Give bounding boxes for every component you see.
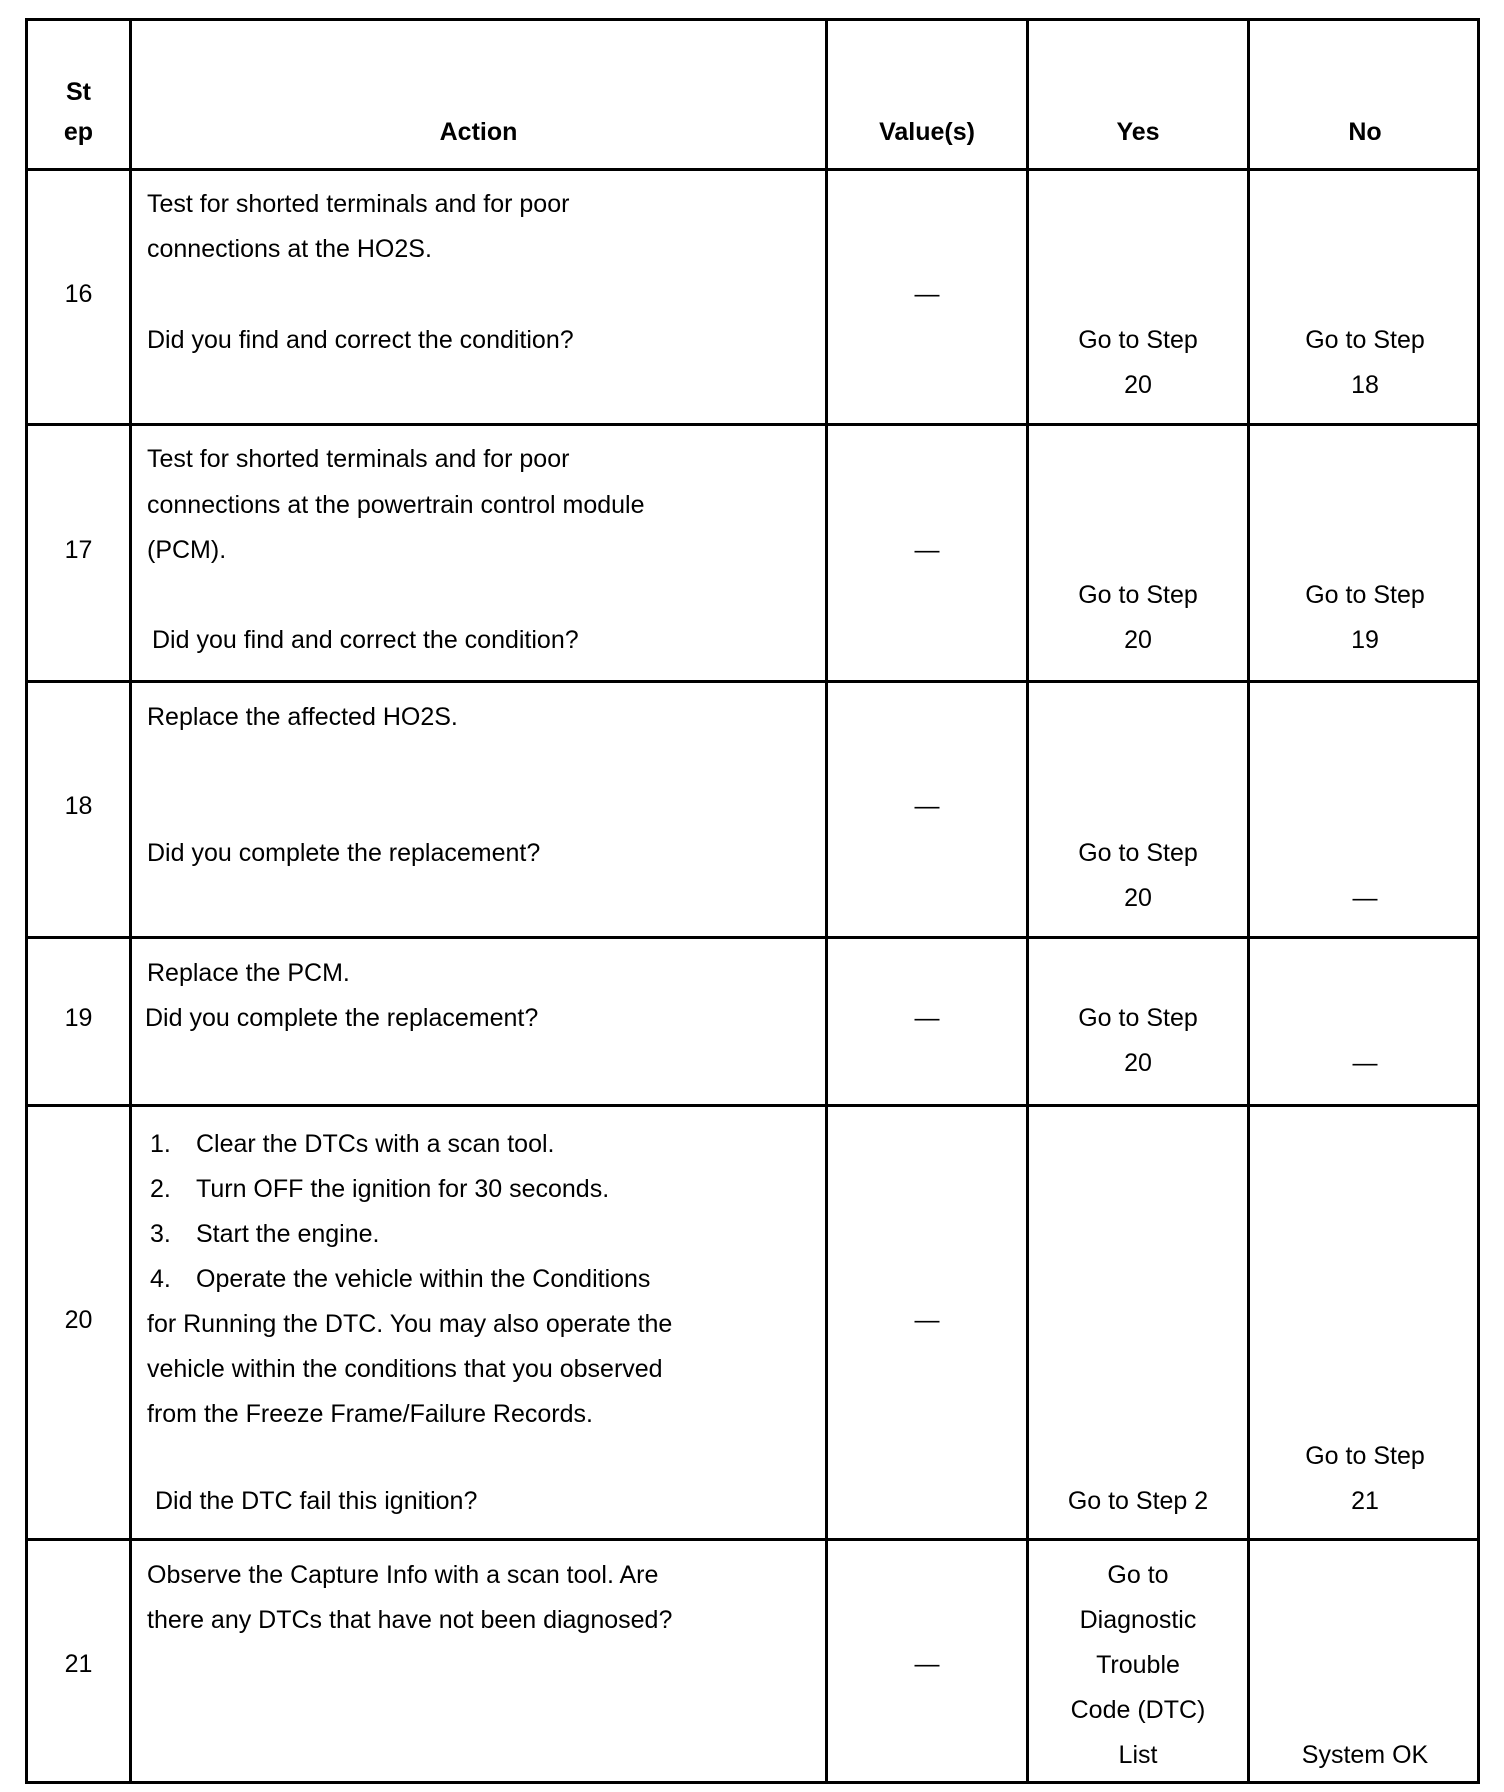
list-number: 1. <box>150 1130 171 1158</box>
value-dash: — <box>914 1650 940 1678</box>
table-row <box>28 171 1477 426</box>
step-number: 20 <box>64 1306 93 1334</box>
yes-cell <box>1029 939 1247 1104</box>
action-text: Replace the PCM. <box>147 959 350 987</box>
value-cell <box>828 171 1026 423</box>
action-text: connections at the powertrain control module <box>147 491 645 519</box>
no-cell <box>1250 426 1480 680</box>
action-text: Test for shorted terminals and for poor <box>147 445 570 473</box>
no-cell <box>1250 683 1480 936</box>
list-item <box>150 1219 379 1249</box>
value-dash: — <box>914 1306 940 1334</box>
table-header <box>28 21 1477 171</box>
yes-cell <box>1029 683 1247 936</box>
value-cell <box>828 1541 1026 1784</box>
action-question: Did you find and correct the condition? <box>152 626 579 654</box>
no-cell <box>1250 1107 1480 1538</box>
action-question: Did you complete the replacement? <box>147 839 541 867</box>
yes-text: Go to <box>1107 1561 1169 1589</box>
no-cell <box>1250 939 1480 1104</box>
action-text: connections at the HO2S. <box>147 235 432 263</box>
value-cell <box>828 683 1026 936</box>
list-number: 4. <box>150 1265 171 1293</box>
step-number: 18 <box>64 792 93 820</box>
no-text: 21 <box>1351 1487 1379 1515</box>
diagnostic-table <box>25 18 1480 1784</box>
no-dash: — <box>1352 1049 1378 1077</box>
yes-text: Go to Step <box>1078 326 1198 354</box>
action-question: Did you complete the replacement? <box>145 1004 539 1032</box>
list-number: 2. <box>150 1175 171 1203</box>
yes-text: Go to Step 2 <box>1067 1487 1209 1515</box>
no-cell <box>1250 1541 1480 1784</box>
list-text: Clear the DTCs with a scan tool. <box>196 1130 555 1158</box>
value-dash: — <box>914 280 940 308</box>
no-text: 19 <box>1351 626 1379 654</box>
list-item <box>150 1174 609 1204</box>
yes-text: Go to Step <box>1078 1004 1198 1032</box>
yes-text: 20 <box>1124 884 1152 912</box>
header-yes-cell <box>1029 21 1247 168</box>
header-values: Value(s) <box>879 118 975 146</box>
header-no: No <box>1348 118 1382 146</box>
table-row <box>28 1107 1477 1541</box>
action-text: there any DTCs that have not been diagnosed? <box>147 1606 673 1634</box>
yes-text: 20 <box>1124 371 1152 399</box>
yes-text: Go to Step <box>1078 581 1198 609</box>
list-text: Operate the vehicle within the Conditions <box>196 1265 651 1293</box>
table-row <box>28 1541 1477 1784</box>
no-text: System OK <box>1301 1741 1429 1769</box>
yes-cell <box>1029 426 1247 680</box>
step-number: 17 <box>64 536 93 564</box>
yes-text: Diagnostic <box>1079 1606 1197 1634</box>
header-step-cont: ep <box>63 118 94 146</box>
table-row <box>28 683 1477 939</box>
action-text: Replace the affected HO2S. <box>147 703 458 731</box>
yes-cell <box>1029 171 1247 423</box>
header-no-cell <box>1250 21 1480 168</box>
table-row <box>28 939 1477 1107</box>
header-yes: Yes <box>1116 118 1160 146</box>
value-cell <box>828 1107 1026 1538</box>
action-text: Observe the Capture Info with a scan tool. Are <box>147 1561 659 1589</box>
yes-text: Trouble <box>1096 1651 1180 1679</box>
header-step: St <box>66 78 91 106</box>
yes-text: 20 <box>1124 1049 1152 1077</box>
no-text: 18 <box>1351 371 1379 399</box>
value-dash: — <box>914 1004 940 1032</box>
yes-text: Code (DTC) <box>1070 1696 1206 1724</box>
action-text: from the Freeze Frame/Failure Records. <box>147 1400 593 1428</box>
step-number: 16 <box>64 280 93 308</box>
action-question: Did the DTC fail this ignition? <box>155 1487 478 1515</box>
yes-text: 20 <box>1124 626 1152 654</box>
action-text: for Running the DTC. You may also operate the <box>147 1310 673 1338</box>
value-cell <box>828 939 1026 1104</box>
no-dash: — <box>1352 884 1378 912</box>
yes-text: Go to Step <box>1078 839 1198 867</box>
header-action-cell <box>132 21 825 168</box>
table-row <box>28 426 1477 683</box>
header-values-cell <box>828 21 1026 168</box>
value-cell <box>828 426 1026 680</box>
yes-cell <box>1029 1541 1247 1784</box>
step-number: 19 <box>64 1004 93 1032</box>
value-dash: — <box>914 792 940 820</box>
yes-text: List <box>1118 1741 1158 1769</box>
action-text: (PCM). <box>147 536 227 564</box>
no-text: Go to Step <box>1305 1442 1425 1470</box>
action-question: Did you find and correct the condition? <box>147 326 574 354</box>
list-item <box>150 1129 554 1159</box>
list-item <box>150 1264 650 1294</box>
step-number: 21 <box>64 1650 93 1678</box>
header-action: Action <box>439 118 518 146</box>
list-text: Start the engine. <box>196 1220 380 1248</box>
action-text: Test for shorted terminals and for poor <box>147 190 570 218</box>
list-number: 3. <box>150 1220 171 1248</box>
no-text: Go to Step <box>1305 326 1425 354</box>
action-text: vehicle within the conditions that you observed <box>147 1355 663 1383</box>
value-dash: — <box>914 536 940 564</box>
list-text: Turn OFF the ignition for 30 seconds. <box>196 1175 610 1203</box>
yes-cell <box>1029 1107 1247 1538</box>
no-text: Go to Step <box>1305 581 1425 609</box>
no-cell <box>1250 171 1480 423</box>
